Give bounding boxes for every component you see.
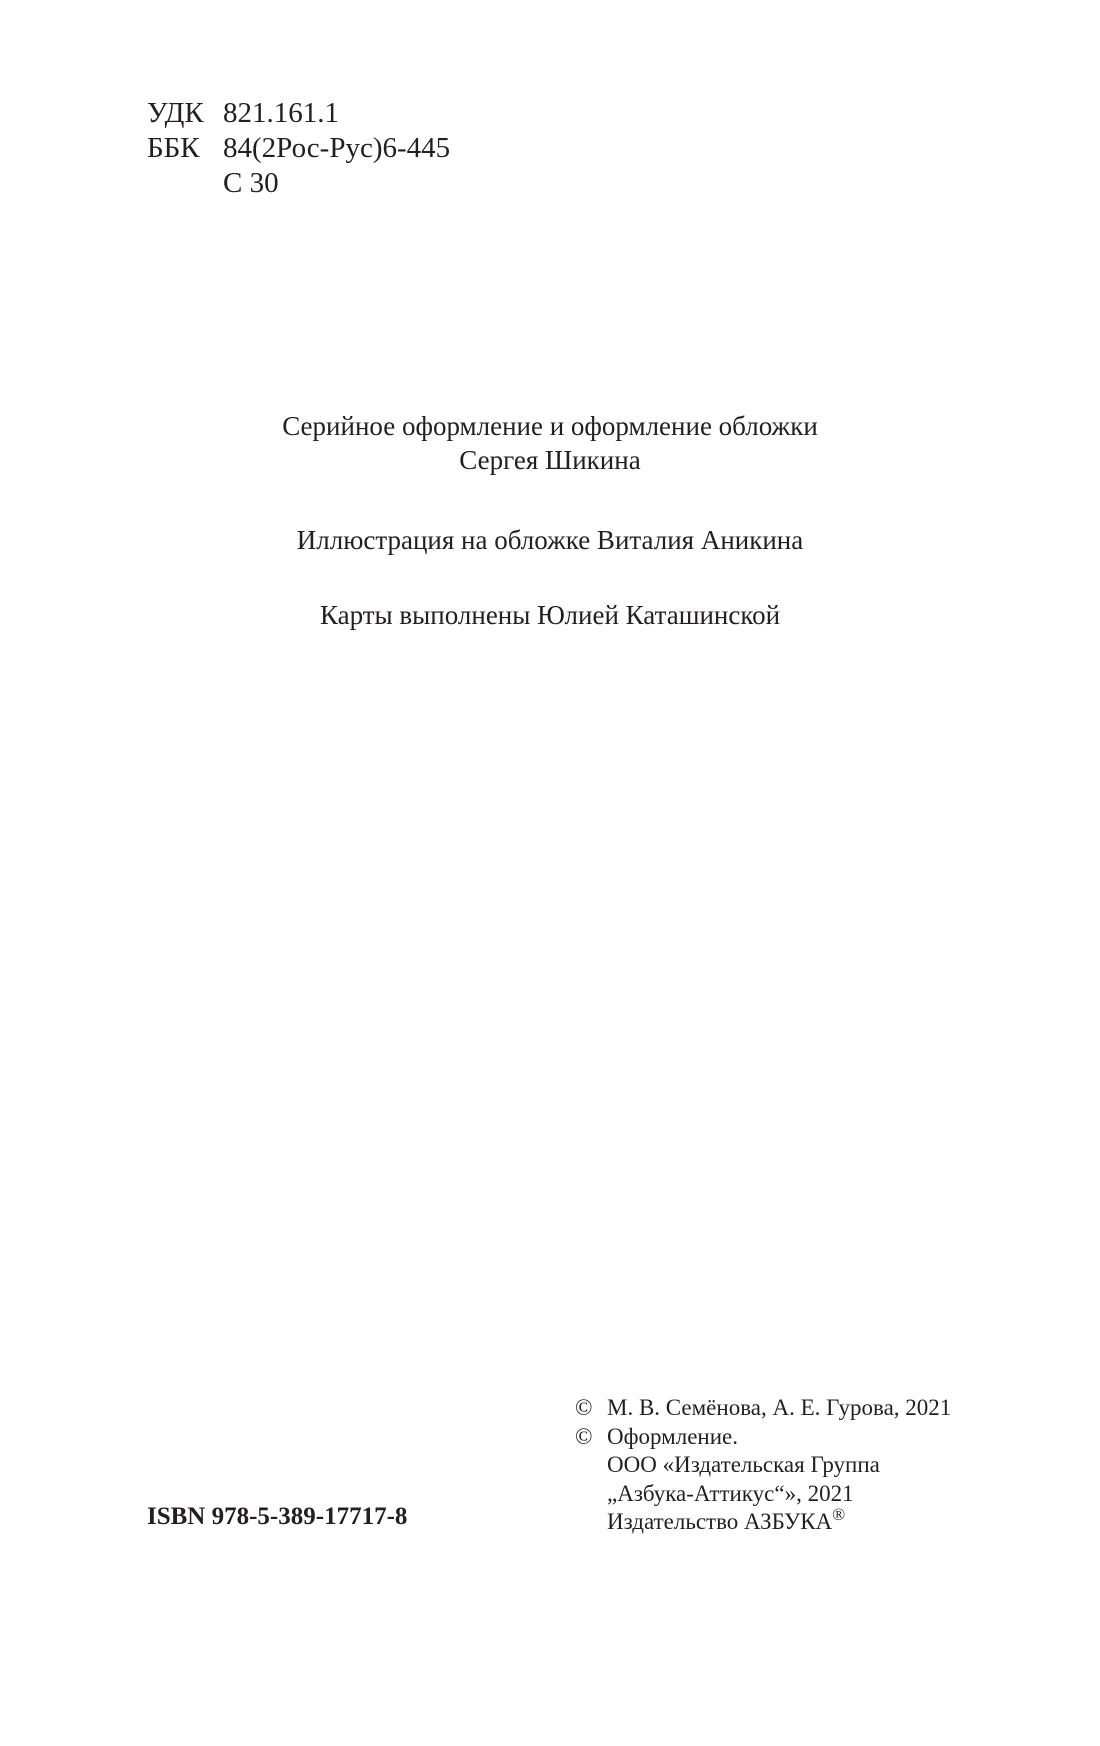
catalog-block [147, 96, 450, 201]
cover-illustration-line: Иллюстрация на обложке Виталия Аникина [296, 525, 804, 555]
bbk-value: 84(2Рос-Рус)6-445 [223, 132, 451, 164]
series-design-credit [0, 409, 1100, 477]
series-design-line-2: Сергея Шикина [459, 445, 641, 475]
imprint-line [575, 1505, 951, 1537]
copyright-symbol: © [575, 1395, 593, 1420]
maps-line: Карты выполнены Юлией Каташинской [319, 600, 781, 630]
cover-illustration-credit [0, 523, 1100, 557]
registered-mark: ® [832, 1505, 846, 1524]
udk-value: 821.161.1 [223, 97, 339, 129]
maps-credit [0, 598, 1100, 632]
isbn-number: ISBN 978-5-389-17717-8 [147, 1503, 408, 1530]
copyright-block [575, 1394, 951, 1537]
udk-row [147, 96, 450, 131]
bbk-label: ББК [147, 132, 200, 164]
series-design-line-1: Серийное оформление и оформление обложки [282, 411, 818, 441]
udk-label: УДК [147, 97, 204, 129]
copyright-design-line [575, 1423, 951, 1452]
publisher-line-1: ООО «Издательская Группа [607, 1452, 880, 1477]
author-mark-row [147, 166, 450, 201]
copyright-authors: М. В. Семёнова, А. Е. Гурова, 2021 [607, 1395, 952, 1420]
copyright-symbol: © [575, 1423, 593, 1449]
imprint-name: Издательство АЗБУКА [607, 1509, 833, 1534]
publisher-line-2: „Азбука-Аттикус“», 2021 [607, 1480, 854, 1506]
author-mark: С 30 [223, 167, 279, 199]
copyright-authors-line [575, 1394, 951, 1423]
bbk-row [147, 131, 450, 166]
copyright-design-label: Оформление. [607, 1423, 738, 1449]
